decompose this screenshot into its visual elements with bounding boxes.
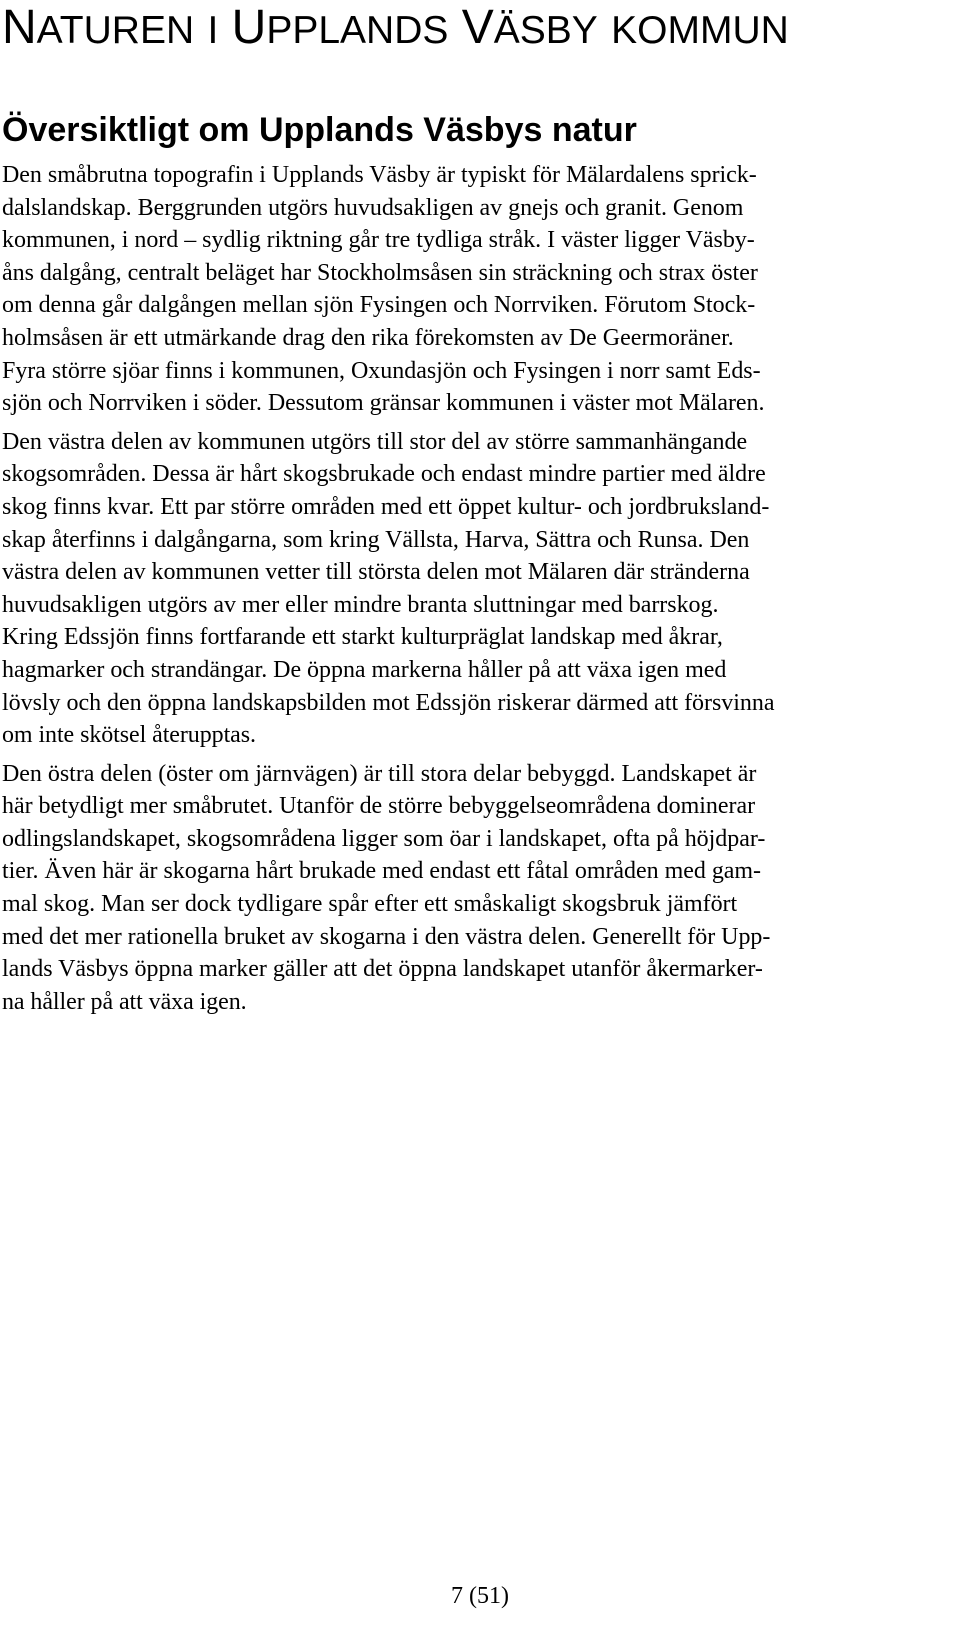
- text-line: lands Väsbys öppna marker gäller att det öppna landskapet utanför åkermarker-: [2, 956, 763, 983]
- text-line: om inte skötsel återupptas.: [2, 722, 256, 749]
- text-line: skap återfinns i dalgångarna, som kring Vällsta, Harva, Sättra och Runsa. Den: [2, 526, 750, 553]
- text-line: na håller på att växa igen.: [2, 988, 247, 1015]
- text-line: kommunen, i nord – sydlig riktning går tre tydliga stråk. I väster ligger Väsby-: [2, 227, 755, 254]
- body-text: [2, 159, 958, 1024]
- text-line: mal skog. Man ser dock tydligare spår efter ett småskaligt skogsbruk jämfört: [2, 891, 738, 918]
- text-line: Kring Edssjön finns fortfarande ett starkt kulturpräglat landskap med åkrar,: [2, 624, 723, 651]
- title-word-upplands: UPPLANDS: [231, 1, 449, 54]
- text-line: lövsly och den öppna landskapsbilden mot Edssjön riskerar därmed att försvinna: [2, 689, 775, 716]
- text-line: här betydligt mer småbrutet. Utanför de större bebyggelseområdena dominerar: [2, 793, 756, 820]
- text-line: med det mer rationella bruket av skogarna i den västra delen. Generellt för Upp-: [2, 923, 771, 950]
- text-line: Den västra delen av kommunen utgörs till stor del av större sammanhängande: [2, 428, 748, 455]
- title-word-i: I: [207, 9, 219, 52]
- paragraph: [2, 758, 958, 1019]
- section-heading: Översiktligt om Upplands Väsbys natur: [2, 111, 637, 149]
- text-line: holmsåsen är ett utmärkande drag den rika förekomsten av De Geermoräner.: [2, 324, 734, 351]
- text-line: Fyra större sjöar finns i kommunen, Oxundasjön och Fysingen i norr samt Eds-: [2, 357, 761, 384]
- text-line: huvudsakligen utgörs av mer eller mindre branta sluttningar med barrskog.: [2, 591, 719, 618]
- paragraph: [2, 159, 958, 420]
- text-line: västra delen av kommunen vetter till största delen mot Mälaren där stränderna: [2, 559, 750, 586]
- text-line: tier. Även här är skogarna hårt brukade med endast ett fåtal områden med gam-: [2, 858, 762, 885]
- text-line: skogsområden. Dessa är hårt skogsbrukade och endast mindre partier med äldre: [2, 461, 766, 488]
- text-line: dalslandskap. Berggrunden utgörs huvudsakligen av gnejs och granit. Genom: [2, 194, 744, 221]
- title-word-naturen: NATUREN: [2, 1, 195, 54]
- page-number: 7 (51): [451, 1583, 509, 1609]
- text-line: skog finns kvar. Ett par större områden med ett öppet kultur- och jordbruksland-: [2, 493, 770, 520]
- text-line: odlingslandskapet, skogsområdena ligger som öar i landskapet, ofta på höjdpar-: [2, 825, 766, 852]
- text-line: hagmarker och strandängar. De öppna markerna håller på att växa igen med: [2, 656, 727, 683]
- text-line: åns dalgång, centralt beläget har Stockholmsåsen sin sträckning och strax öster: [2, 259, 758, 286]
- text-line: om denna går dalgången mellan sjön Fysingen och Norrviken. Förutom Stock-: [2, 292, 756, 319]
- title-word-kommun: KOMMUN: [611, 9, 789, 52]
- text-line: Den östra delen (öster om järnvägen) är till stora delar bebyggd. Landskapet är: [2, 760, 757, 787]
- paragraph: [2, 426, 958, 752]
- title-word-vasby: VÄSBY: [461, 1, 598, 54]
- text-line: Den småbrutna topografin i Upplands Väsby är typiskt för Mälardalens sprick-: [2, 162, 757, 188]
- text-line: sjön och Norrviken i söder. Dessutom gränsar kommunen i väster mot Mälaren.: [2, 390, 765, 417]
- page-title: [2, 2, 789, 57]
